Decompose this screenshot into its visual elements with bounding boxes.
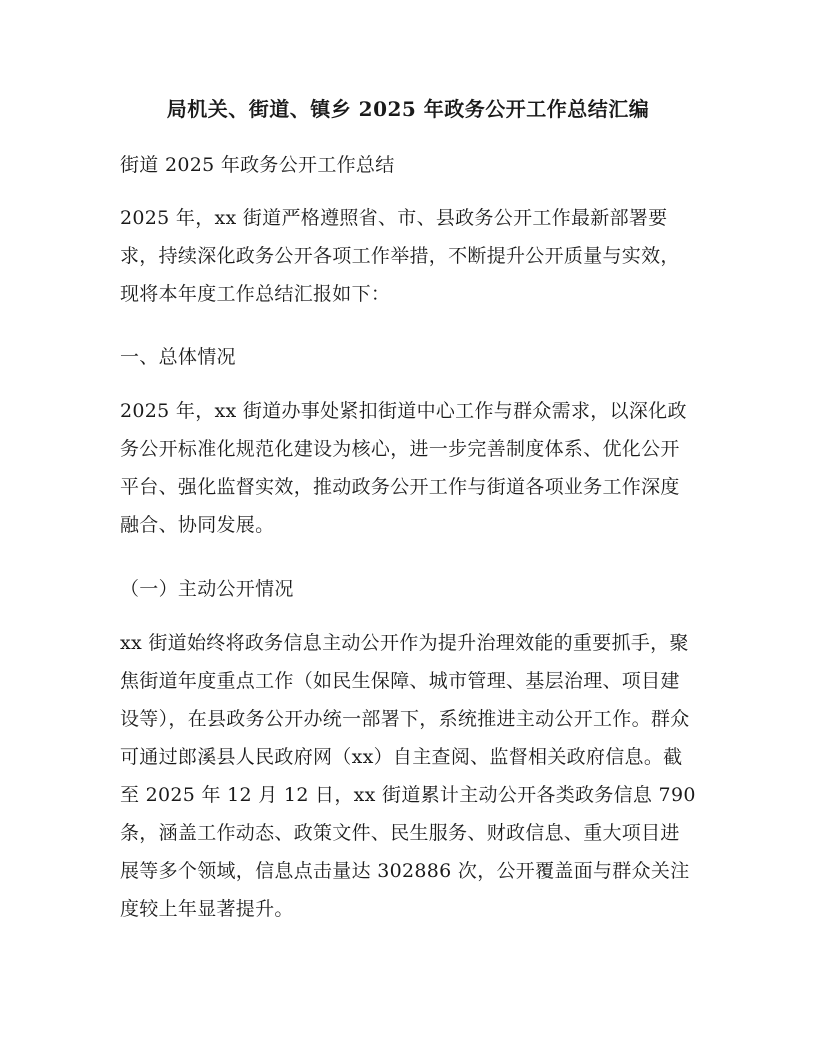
overview-paragraph: 2025 年，xx 街道办事处紧扣街道中心工作与群众需求，以深化政务公开标准化规范化建设为核心，进一步完善制度体系、优化公开平台、强化监督实效，推动政务公开工作与街道各项业务工作深度融合、协同发展。: [120, 400, 687, 536]
section-heading-overview: 一、总体情况: [120, 346, 236, 368]
document-subtitle: 街道 2025 年政务公开工作总结: [120, 154, 395, 176]
intro-paragraph: 2025 年，xx 街道严格遵照省、市、县政务公开工作最新部署要求，持续深化政务公开各项工作举措，不断提升公开质量与实效，现将本年度工作总结汇报如下：: [120, 207, 680, 305]
active-disclosure-paragraph: xx 街道始终将政务信息主动公开作为提升治理效能的重要抓手，聚焦街道年度重点工作（如民生保障、城市管理、基层治理、项目建设等），在县政务公开办统一部署下，系统推进主动公开工作。群众可通过郎溪县人民政府网（xx）自主查阅、监督相关政府信息。截至 2025 年 12 月 12 日，xx 街道累计主动公开各类政务信息 790 条，涵盖工作动态、政策文件、民生服务、财政信息、重大项目进展等多个领域，信息点击量达 302886 次，公开覆盖面与群众关注度较上年显著提升。: [120, 632, 696, 920]
document-title: 局机关、街道、镇乡 2025 年政务公开工作总结汇编: [166, 97, 650, 121]
subsection-heading-active-disclosure: （一）主动公开情况: [120, 578, 294, 600]
